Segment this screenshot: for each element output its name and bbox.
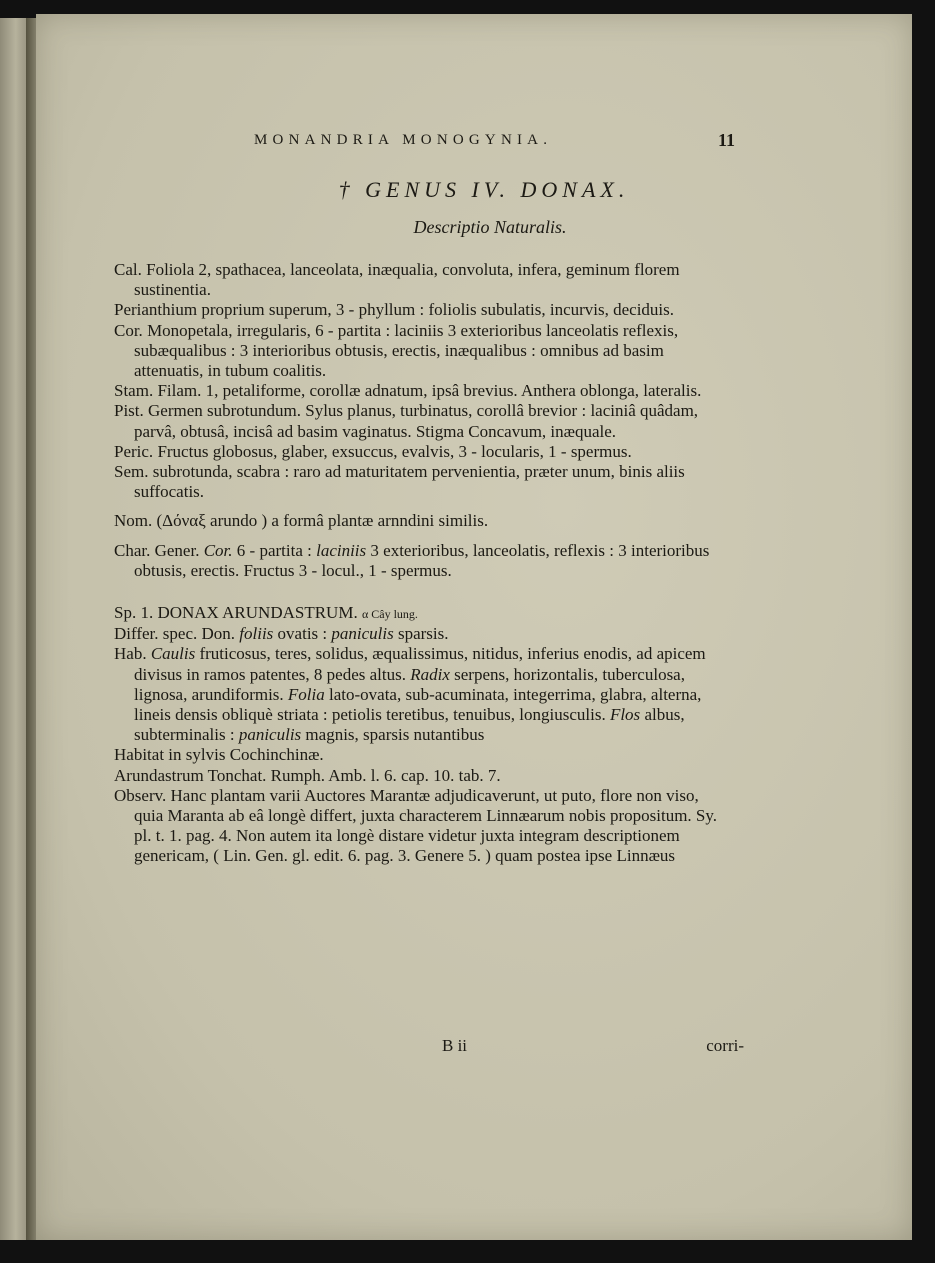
species-name: Sp. 1. DONAX ARUNDASTRUM. α Cây lung.: [114, 603, 418, 623]
description-pericarp: Peric. Fructus globosus, glaber, exsuccus, evalvis, 3 - locularis, 1 - spermus.: [114, 441, 632, 461]
section-subtitle: Descriptio Naturalis.: [413, 217, 567, 237]
signature-mark: B ii: [442, 1036, 468, 1055]
greek-word: Δόναξ: [162, 511, 206, 531]
description-calyx: Cal. Foliola 2, spathacea, lanceolata, inæqualia, convoluta, infera, geminum florem sustinentia.: [114, 260, 680, 300]
description-stamen: Stam. Filam. 1, petaliforme, corollæ adnatum, ipsâ brevius. Anthera oblonga, lateralis.: [114, 381, 702, 401]
character-generic: Char. Gener. Cor. 6 - partita : laciniis 3 exterioribus, lanceolatis, reflexis : 3 interioribus obtusis, erectis. Fructus 3 - locul., 1 - spermus.: [114, 540, 710, 580]
catchword: corri-: [706, 1036, 744, 1055]
species-differentia: Differ. spec. Don. foliis ovatis : paniculis sparsis.: [114, 624, 449, 644]
vernacular-name: α Cây lung.: [361, 607, 418, 622]
page-footer: [114, 1036, 744, 1058]
description-pistil: Pist. Germen subrotundum. Sylus planus, turbinatus, corollâ brevior : laciniâ quâdam, parvâ, obtusâ, incisâ ad basim vaginatus. Stigma Concavum, inæquale.: [114, 401, 699, 441]
running-head: MONANDRIA MONOGYNIA.: [254, 132, 553, 148]
book-page: [36, 14, 912, 1240]
species-observation: Observ. Hanc plantam varii Auctores Marantæ adjudicaverunt, ut puto, flore non viso, quia Maranta ab eâ longè differt, juxta characterem Linnæarum nobis propositum. Sy. pl. t. 1. pag. 4. Non autem ita longè distare videtur juxta integram descriptionem genericam, ( Lin. Gen. gl. edit. 6. pag. 3. Genere 5. ) quam postea ipse Linnæus: [114, 785, 718, 866]
nomen-line: Nom. (Δόναξ arundo ) a formâ plantæ arnndini similis.: [114, 511, 489, 531]
page-number: 11: [718, 130, 736, 150]
facing-page-edge: [0, 18, 26, 1240]
description-semen: Sem. subrotunda, scabra : raro ad maturitatem pervenientia, præter unum, binis aliis suffocatis.: [114, 462, 685, 502]
species-habitat: Habitat in sylvis Cochinchinæ.: [114, 745, 324, 765]
species-synonym: Arundastrum Tonchat. Rumph. Amb. l. 6. cap. 10. tab. 7.: [114, 765, 501, 785]
description-perianthium: Perianthium proprium superum, 3 - phyllum : foliolis subulatis, incurvis, deciduis.: [114, 300, 675, 320]
description-corolla: Cor. Monopetala, irregularis, 6 - partita : laciniis 3 exterioribus lanceolatis reflexis, subæqualibus : 3 interioribus obtusis, erectis, inæqualibus : omnibus ad basim attenuatis, in tubum coalitis.: [114, 320, 679, 381]
genus-title: † GENUS IV. DONAX.: [338, 177, 630, 202]
species-habitus: Hab. Caulis fruticosus, teres, solidus, æqualissimus, nitidus, inferius enodis, ad apicem divisus in ramos patentes, 8 pedes altus. Radix serpens, horizontalis, tuberculosa, lignosa, arundiformis. Folia lato-ovata, sub-acuminata, integerrima, glabra, alterna, lineis densis obliquè striata : petiolis teretibus, tenuibus, longiusculis. Flos albus, subterminalis : paniculis magnis, sparsis nutantibus: [114, 644, 706, 745]
description-body: [114, 260, 724, 867]
